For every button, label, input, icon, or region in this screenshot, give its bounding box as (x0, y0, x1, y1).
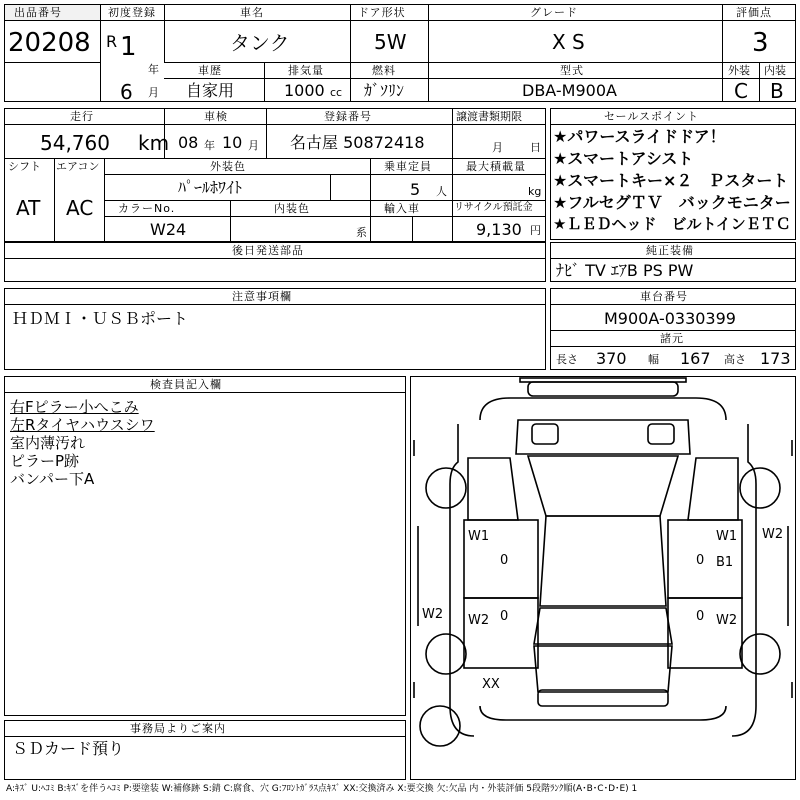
length-value: 370 (596, 349, 627, 368)
max-load-label: 最大積載量 (466, 160, 526, 173)
capacity-value: 5 (410, 180, 421, 199)
sales-points-list (553, 129, 795, 239)
year-value: 1 (120, 32, 137, 62)
exterior-value: C (734, 79, 748, 103)
recycle-label: リサイクル預託金 (454, 202, 533, 213)
inspector-note: バンパー下A (10, 470, 95, 488)
reg-no-value: 名古屋 50872418 (290, 133, 425, 152)
car-diagram-svg (410, 376, 796, 780)
inspection-month-unit: 月 (248, 139, 260, 152)
displacement-label: 排気量 (288, 64, 324, 77)
inspector-note: 室内薄汚れ (10, 434, 86, 452)
mark-rear-left: W2 (468, 613, 490, 628)
equipment-label: 純正装備 (646, 244, 694, 257)
color-no-value: W24 (150, 220, 187, 239)
model-label: 型式 (560, 64, 584, 77)
displacement-value: 1000 (284, 81, 325, 100)
height-label: 高さ (724, 353, 746, 366)
displacement-unit: cc (330, 86, 343, 99)
lot-value: 20208 (8, 28, 91, 58)
grade-value: X S (552, 30, 585, 54)
mark-rear-right-0: 0 (696, 609, 705, 624)
sales-point-item: ★ＬＥＤヘッド ビルトインＥＴＣ (553, 215, 791, 233)
max-load-unit: kg (528, 185, 542, 198)
shift-label: シフト (8, 160, 41, 173)
mark-front-left-0: 0 (500, 553, 509, 568)
inspector-note: ピラーP跡 (10, 452, 80, 470)
inspection-year: 08 (178, 133, 199, 152)
sales-point-item: ★フルセグＴＶ バックモニター (553, 193, 791, 212)
inspector-note: 左Rタイヤハウスシワ (10, 416, 155, 434)
car-name-value: タンク (230, 31, 290, 55)
ac-label: エアコン (56, 160, 100, 173)
score-label: 評価点 (736, 6, 772, 19)
equipment-value: ﾅﾋﾞ TV ｴｱB PS PW (556, 261, 694, 280)
length-label: 長さ (556, 353, 578, 366)
grade-label: グレード (530, 6, 578, 19)
fuel-value: ｶﾞｿﾘﾝ (364, 81, 405, 100)
notes-label: 注意事項欄 (232, 290, 292, 303)
capacity-label: 乗車定員 (384, 160, 432, 173)
mark-rear-left-0: 0 (500, 609, 509, 624)
notes-value: ＨＤＭＩ・ＵＳＢポート (12, 309, 189, 328)
mark-rear-right: W2 (716, 613, 738, 628)
mark-rear-bumper: XX (482, 677, 500, 692)
fuel-label: 燃料 (372, 64, 396, 77)
inspector-note: 右Fピラー小へこみ (10, 398, 139, 416)
shift-value: AT (16, 196, 41, 220)
inspector-label: 検査員記入欄 (150, 378, 222, 391)
width-label: 幅 (648, 353, 660, 366)
inspection-month: 10 (222, 133, 243, 152)
chassis-label: 車台番号 (640, 290, 688, 303)
recycle-value: 9,130 (476, 220, 522, 239)
first-reg-label: 初度登録 (108, 6, 156, 19)
ext-color-value: ﾊﾟｰﾙﾎﾜｲﾄ (178, 178, 243, 197)
transfer-month: 月 (492, 141, 504, 154)
sales-point-item: ★スマートキー×２ Ｐスタート (553, 171, 789, 190)
width-value: 167 (680, 349, 711, 368)
sales-points-label: セールスポイント (604, 110, 700, 123)
interior-value: B (770, 79, 784, 103)
mileage-value: 54,760 (40, 131, 110, 155)
inspection-year-unit: 年 (204, 139, 216, 152)
history-label: 車歴 (198, 64, 222, 77)
mark-right-fender: W2 (762, 527, 784, 542)
ext-color-label: 外装色 (210, 160, 246, 173)
capacity-unit: 人 (436, 185, 448, 198)
lot-label: 出品番号 (14, 6, 62, 19)
height-value: 173 (760, 349, 791, 368)
exterior-label: 外装 (728, 64, 750, 77)
sales-point-item: ★スマートアシスト (553, 149, 694, 168)
later-parts-label: 後日発送部品 (232, 244, 304, 257)
transfer-day: 日 (530, 141, 542, 154)
chassis-value: M900A-0330399 (604, 309, 736, 328)
year-unit: 年 (148, 63, 160, 76)
car-name-label: 車名 (240, 6, 264, 19)
vehicle-info-section (4, 108, 546, 242)
dims-label: 諸元 (660, 332, 684, 345)
mark-front-right-b: B1 (716, 555, 734, 570)
history-value: 自家用 (186, 81, 235, 100)
mileage-unit: km (138, 131, 170, 155)
mark-left-side: W2 (422, 607, 444, 622)
legend-text: A:ｷｽﾞ U:ﾍｺﾐ B:ｷｽﾞを伴うﾍｺﾐ P:要塗装 W:補修跡 S:錆 C:腐食、穴 G:ﾌﾛﾝﾄｶﾞﾗｽ点ｷｽﾞ XX:交換済み X:要交換 欠:欠品 内・外装評価 5段階ﾗﾝｸ順(A･B･C･D･E) 1 (6, 784, 638, 794)
reg-no-label: 登録番号 (324, 110, 372, 123)
int-color-unit: 系 (356, 226, 368, 239)
interior-label: 内装 (764, 64, 786, 77)
mileage-label: 走行 (70, 110, 94, 123)
model-value: DBA-M900A (522, 81, 617, 100)
int-color-label: 内装色 (274, 202, 310, 215)
sales-point-item: ★パワースライドドア！ (553, 127, 726, 146)
mark-front-left: W1 (468, 529, 490, 544)
office-label: 事務局よりご案内 (130, 722, 226, 735)
color-no-label: カラーNo. (118, 202, 176, 215)
inspector-notes (10, 396, 155, 486)
mark-front-right: W1 (716, 529, 738, 544)
ac-value: AC (66, 196, 94, 220)
office-value: ＳＤカード預り (12, 739, 125, 758)
door-value: 5W (374, 30, 407, 54)
month-value: 6 (120, 80, 133, 104)
score-value: 3 (752, 28, 769, 58)
import-label: 輸入車 (384, 202, 420, 215)
door-label: ドア形状 (358, 6, 406, 19)
transfer-label: 譲渡書類期限 (456, 110, 522, 123)
month-unit: 月 (148, 86, 160, 99)
mark-front-right-0: 0 (696, 553, 705, 568)
era-label: R (106, 32, 118, 51)
recycle-unit: 円 (530, 224, 542, 237)
inspection-label: 車検 (204, 110, 228, 123)
